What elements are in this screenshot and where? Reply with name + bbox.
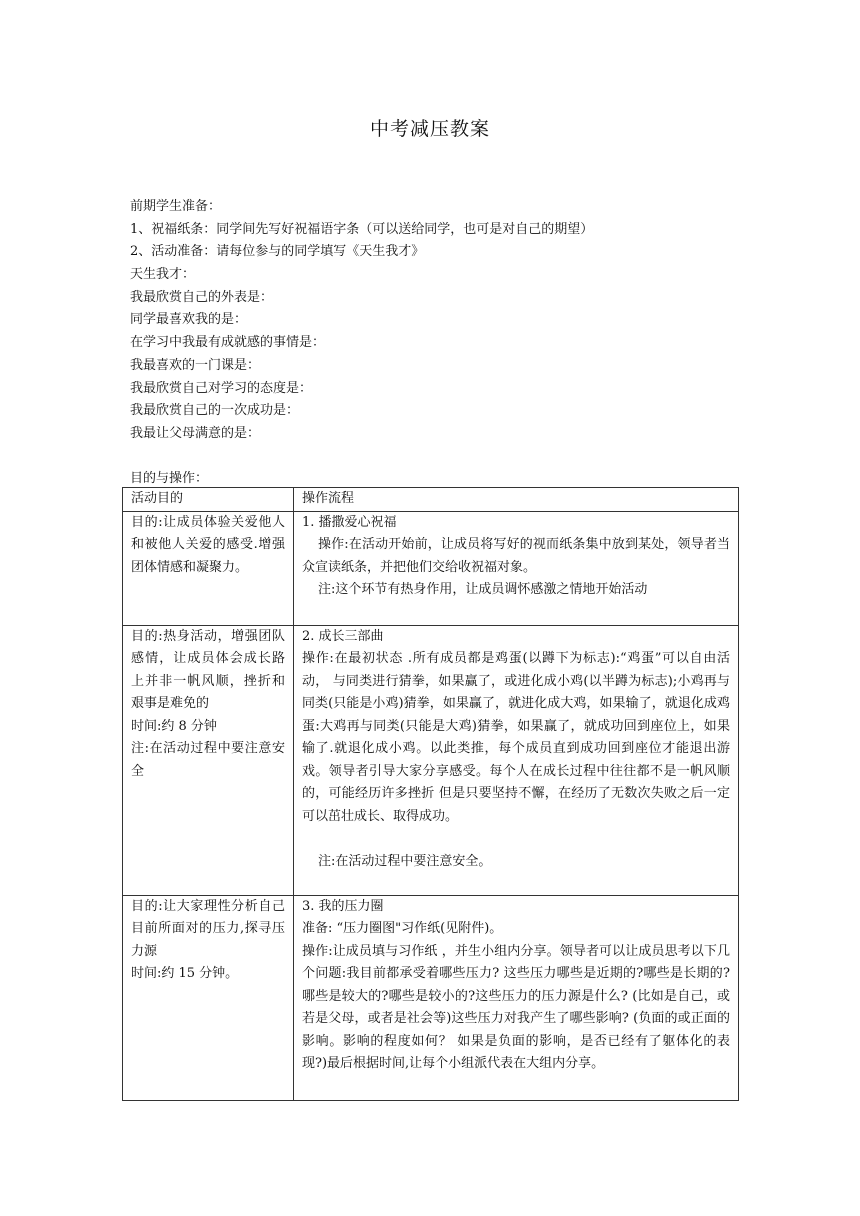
- intro-line: 前期学生准备：: [130, 199, 222, 214]
- purpose-text: 目的:让成员体验关爱他人和被他人关爱的感受.增强团体情感和凝聚力。: [131, 514, 285, 575]
- table-header-row: [123, 488, 739, 512]
- purpose-text: 目的:让大家理性分析自己目前所面对的压力,探寻压力源: [131, 898, 285, 959]
- intro-line: 我最喜欢的一门课是：: [130, 357, 261, 373]
- document-title: 中考减压教案: [369, 118, 490, 140]
- intro-line: 在学习中我最有成就感的事情是：: [130, 335, 326, 351]
- intro-line: 我最让父母满意的是：: [130, 425, 261, 441]
- process-cell: [294, 625, 739, 895]
- intro-line: 我最欣赏自己的外表是：: [130, 289, 274, 305]
- purpose-cell: [123, 895, 294, 1100]
- process-cell: [294, 895, 739, 1100]
- intro-line: 1、祝福纸条：同学间先写好祝福语字条（可以送给同学，也可是对自己的期望）: [130, 221, 594, 237]
- purpose-note: 注:在活动过程中要注意安全: [131, 741, 285, 779]
- process-cell: [294, 511, 739, 625]
- intro-line: 我最欣赏自己对学习的态度是：: [130, 380, 313, 396]
- process-note: 注:在活动过程中要注意安全。: [318, 853, 492, 869]
- section-label: 目的与操作：: [130, 471, 209, 487]
- activity-table: [122, 487, 739, 1101]
- process-heading: 1. 播撒爱心祝福: [302, 514, 397, 530]
- table-row: [123, 511, 739, 625]
- process-note: 注:这个环节有热身作用，让成员调怀感激之情地开始活动: [318, 582, 648, 597]
- purpose-text: 目的:热身活动，增强团队感情，让成员体会成长路上并非一帆风顺，挫折和艰事是难免的: [131, 628, 285, 711]
- intro-line: 我最欣赏自己的一次成功是：: [130, 403, 300, 419]
- table-row: [123, 895, 739, 1100]
- process-prep: 准备: “压力圈图"习作纸(见附件)。: [302, 921, 503, 936]
- process-text: 操作:在活动开始前，让成员将写好的视而纸条集中放到某处，领导者当众宣读纸条，并把他们交给收祝福对象。: [302, 537, 730, 575]
- purpose-time: 时间:约 15 分钟。: [131, 966, 239, 981]
- table-row: [123, 625, 739, 895]
- process-text: 操作:让成员填与习作纸 ，并生小组内分享。领导者可以让成员思考以下几个问题:我目前都承受着哪些压力? 这些压力哪些是近期的?哪些是长期的?哪些是较大的?哪些是较小的?这些压力的压力源是什么? (比如是自己，或若是父母，或者是社会等)这些压力对我产生了哪些影响? (负面的或正面的影响。影响的程度如何？ 如果是负面的影响，是否已经有了躯体化的表现?)最后根据时间,让每个小组派代表在大组内分享。: [302, 943, 730, 1071]
- intro-line: 2、活动准备：请每位参与的同学填写《天生我才》: [130, 244, 425, 260]
- process-heading: 2. 成长三部曲: [302, 628, 384, 644]
- purpose-cell: [123, 625, 294, 895]
- process-text: 操作:在最初状态 .所有成员都是鸡蛋(以蹲下为标志):“鸡蛋”可以自由活动， 与同类进行猜拳，如果赢了，或进化成小鸡(以半蹲为标志);小鸡再与同类(只能是小鸡)猜拳，如果赢了，就进化成大鸡，如果输了，就退化成鸡蛋:大鸡再与同类(只能是大鸡)猜拳，如果赢了，就成功回到座位上，如果输了.就退化成小鸡。以此类推，每个成员直到成功回到座位才能退出游戏。领导者引导大家分享感受。每个人在成长过程中往往都不是一帆风顺的，可能经历许多挫折 但是只要坚持不懈，在经历了无数次失败之后一定可以茁壮成长、取得成功。: [302, 651, 730, 824]
- header-purpose: 活动目的: [123, 488, 294, 512]
- process-heading: 3. 我的压力圈: [302, 898, 384, 914]
- intro-line: 天生我才：: [130, 267, 196, 283]
- intro-section: [130, 196, 750, 491]
- purpose-time: 时间:约 8 分钟: [131, 718, 217, 734]
- intro-line: 同学最喜欢我的是：: [130, 312, 248, 328]
- purpose-cell: [123, 511, 294, 625]
- header-process: 操作流程: [294, 488, 739, 512]
